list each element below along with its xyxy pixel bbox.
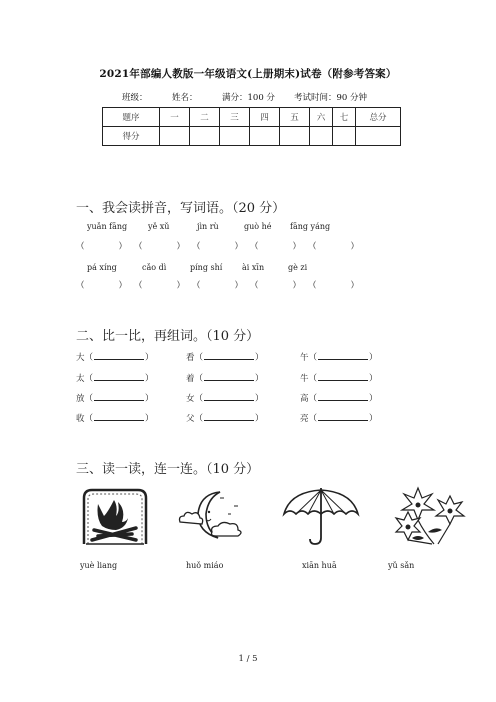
pinyin-item: cǎo dì (142, 263, 167, 272)
compare-item[interactable]: 牛（ ） (300, 374, 378, 384)
compare-char: 太 (76, 374, 85, 384)
pinyin-item: pá xíng (87, 263, 117, 272)
score-table-header-cell: 三 (220, 108, 250, 127)
class-label: 班级： (122, 93, 148, 103)
compare-item[interactable]: 女（ ） (186, 394, 264, 404)
pinyin-label: xiān huā (302, 561, 337, 570)
score-table-header-cell: 一 (160, 108, 190, 127)
compare-char: 放 (76, 394, 85, 404)
score-cell[interactable] (250, 127, 280, 146)
score-table-header-cell: 七 (333, 108, 356, 127)
score-cell[interactable] (190, 127, 220, 146)
score-table-header-cell: 总分 (356, 108, 401, 127)
score-table-header-cell: 题序 (103, 108, 160, 127)
compare-char: 高 (300, 394, 309, 404)
pinyin-item: jìn rù (197, 222, 219, 231)
pinyin-item: yě xǔ (148, 222, 170, 231)
pinyin-item: fāng yáng (290, 222, 331, 231)
score-cell[interactable] (356, 127, 401, 146)
pinyin-label: yǔ sǎn (388, 561, 415, 570)
score-cell[interactable] (280, 127, 310, 146)
pinyin-item: ài xīn (242, 263, 265, 272)
answer-paren[interactable]: （ ） (134, 242, 186, 252)
pinyin-item: píng shí (190, 263, 223, 272)
compare-char: 牛 (300, 374, 309, 384)
compare-item[interactable]: 父（ ） (186, 414, 264, 424)
answer-paren[interactable]: （ ） (76, 242, 128, 252)
umbrella-picture (280, 486, 362, 546)
compare-char: 父 (186, 414, 195, 424)
compare-item[interactable]: 大（ ） (76, 353, 154, 363)
section1-heading: 一、我会读拼音，写词语。（20 分） (76, 201, 286, 216)
score-table-score-row (103, 127, 401, 146)
score-cell[interactable] (333, 127, 356, 146)
compare-char: 午 (300, 353, 309, 363)
compare-item[interactable]: 收（ ） (76, 414, 154, 424)
score-cell[interactable] (310, 127, 333, 146)
flowers-picture (384, 486, 472, 546)
pinyin-label: yuè liang (80, 561, 118, 570)
score-table-header-cell: 二 (190, 108, 220, 127)
compare-char: 着 (186, 374, 195, 384)
score-row-label: 得分 (103, 127, 160, 146)
compare-item[interactable]: 看（ ） (186, 353, 264, 363)
name-label: 姓名： (172, 93, 198, 103)
answer-paren[interactable]: （ ） (192, 242, 244, 252)
compare-char: 大 (76, 353, 85, 363)
answer-paren[interactable]: （ ） (250, 242, 302, 252)
pinyin-item: guò hé (244, 222, 272, 231)
score-table-header-cell: 六 (310, 108, 333, 127)
compare-item[interactable]: 午（ ） (300, 353, 378, 363)
score-cell[interactable] (220, 127, 250, 146)
answer-paren[interactable]: （ ） (308, 281, 360, 291)
moon-cloud-picture (176, 486, 246, 546)
section2-heading: 二、比一比，再组词。（10 分） (76, 329, 260, 344)
answer-paren[interactable]: （ ） (134, 281, 186, 291)
compare-char: 收 (76, 414, 85, 424)
answer-paren[interactable]: （ ） (192, 281, 244, 291)
pinyin-item: yuǎn fāng (87, 222, 128, 231)
compare-char: 亮 (300, 414, 309, 424)
pinyin-label: huǒ miáo (186, 561, 224, 570)
score-table-header-row (103, 108, 401, 127)
exam-title: 2021年部编人教版一年级语文(上册期末)试卷（附参考答案） (99, 68, 397, 80)
page-number: 1 / 5 (238, 654, 258, 664)
full-score-label: 满分：100 分 (222, 93, 275, 103)
score-table-header-cell: 五 (280, 108, 310, 127)
compare-item[interactable]: 放（ ） (76, 394, 154, 404)
score-cell[interactable] (160, 127, 190, 146)
score-table (102, 107, 401, 146)
compare-item[interactable]: 太（ ） (76, 374, 154, 384)
section3-heading: 三、读一读，连一连。（10 分） (76, 462, 260, 477)
score-table-header-cell: 四 (250, 108, 280, 127)
exam-time-label: 考试时间：90 分钟 (294, 93, 368, 103)
compare-char: 看 (186, 353, 195, 363)
answer-paren[interactable]: （ ） (250, 281, 302, 291)
campfire-picture (78, 486, 152, 546)
compare-item[interactable]: 亮（ ） (300, 414, 378, 424)
compare-item[interactable]: 高（ ） (300, 394, 378, 404)
compare-char: 女 (186, 394, 195, 404)
answer-paren[interactable]: （ ） (76, 281, 128, 291)
pinyin-item: gè zi (288, 263, 308, 272)
answer-paren[interactable]: （ ） (308, 242, 360, 252)
compare-item[interactable]: 着（ ） (186, 374, 264, 384)
